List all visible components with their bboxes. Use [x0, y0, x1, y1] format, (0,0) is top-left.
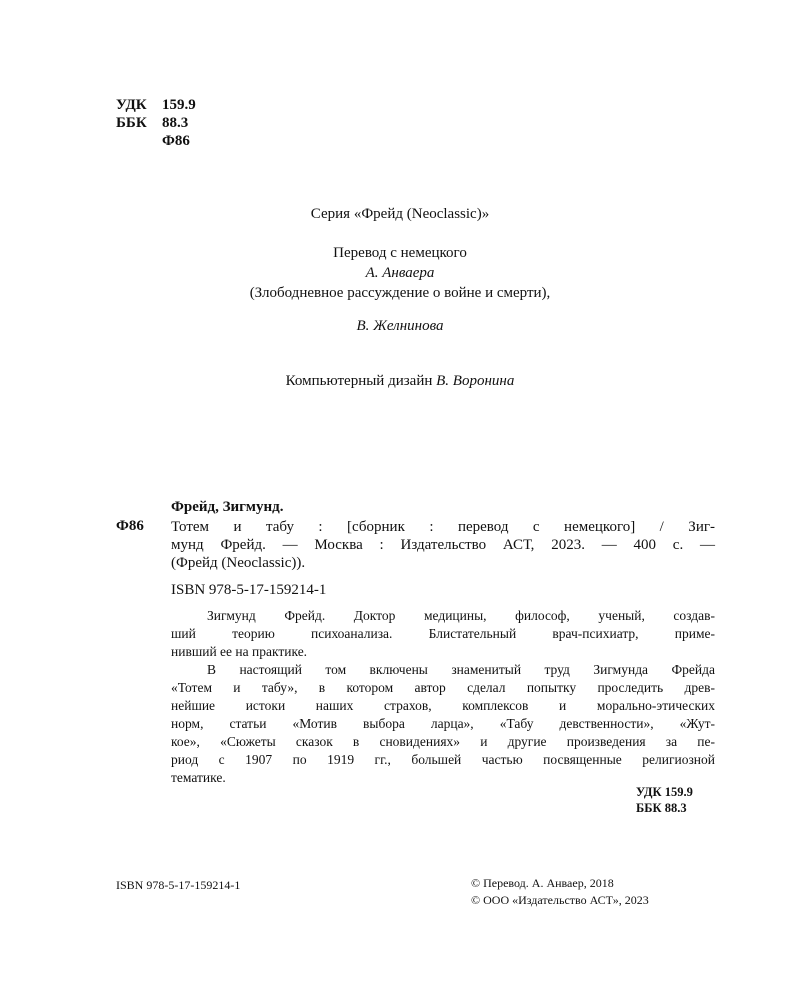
index-codes: [636, 784, 693, 816]
entry-title-line-2: мунд Фрейд. — Москва : Издательство АСТ, 2023. — 400 с. —: [171, 537, 715, 553]
index-bbk: ББК 88.3: [636, 801, 687, 815]
classification-block: [116, 96, 196, 150]
footer-isbn: ISBN 978-5-17-159214-1: [116, 878, 241, 892]
udk-value: 159.9: [162, 97, 196, 113]
design-credit: [0, 373, 800, 390]
udk-label: УДК: [116, 97, 147, 113]
designer-name: В. Воронина: [436, 373, 515, 389]
bbk-label: ББК: [116, 115, 147, 131]
author-mark: Ф86: [162, 133, 190, 149]
translator-2: В. Желнинова: [356, 318, 444, 334]
series-line: Серия «Фрейд (Neoclassic)»: [310, 206, 490, 222]
bbk-value: 88.3: [162, 115, 189, 131]
entry-isbn: ISBN 978-5-17-159214-1: [171, 582, 327, 598]
copyright-translation: © Перевод. А. Анваер, 2018: [471, 876, 614, 890]
entry-title-line-3: (Фрейд (Neoclassic)).: [171, 555, 306, 571]
entry-title: [171, 518, 715, 572]
entry-title-line-1: Тотем и табу : [сборник : перевод с немецкого] / Зиг-: [171, 519, 715, 535]
translator-1: А. Анваера: [365, 265, 435, 281]
annotation-p2-line-3: нейшие истоки наших страхов, комплексов и морально-этических: [171, 698, 715, 713]
annotation: [171, 607, 715, 787]
annotation-p2-line-2: «Тотем и табу», в котором автор сделал попытку проследить древ-: [171, 680, 715, 695]
translation-line: Перевод с немецкого: [333, 245, 467, 261]
bbk-row: [116, 114, 196, 132]
annotation-p2-line-4: норм, статьи «Мотив выбора ларца», «Табу девственности», «Жут-: [171, 716, 715, 731]
entry-author-mark: Ф86: [116, 518, 144, 534]
translator-1-note: (Злободневное рассуждение о войне и смерти),: [249, 285, 551, 301]
design-prefix: Компьютерный дизайн: [285, 373, 437, 389]
udk-row: [116, 96, 196, 114]
entry-author: Фрейд, Зигмунд.: [171, 499, 284, 515]
annotation-p1-line-1: Зигмунд Фрейд. Доктор медицины, философ, ученый, создав-: [207, 608, 715, 623]
annotation-p1-line-3: нивший ее на практике.: [171, 644, 308, 659]
copyright-publisher: © ООО «Издательство АСТ», 2023: [471, 893, 649, 907]
annotation-p2-line-5: кое», «Сюжеты сказок в сновидениях» и другие произведения за пе-: [171, 734, 715, 749]
annotation-p1-line-2: ший теорию психоанализа. Блистательный врач-психиатр, приме-: [171, 626, 715, 641]
copyright-block: [471, 875, 649, 909]
index-udk: УДК 159.9: [636, 785, 693, 799]
annotation-p2-line-1: В настоящий том включены знаменитый труд Зигмунда Фрейда: [207, 662, 715, 677]
annotation-p2-line-7: тематике.: [171, 770, 226, 785]
annotation-p2-line-6: риод с 1907 по 1919 гг., большей частью посвященные религиозной: [171, 752, 715, 767]
